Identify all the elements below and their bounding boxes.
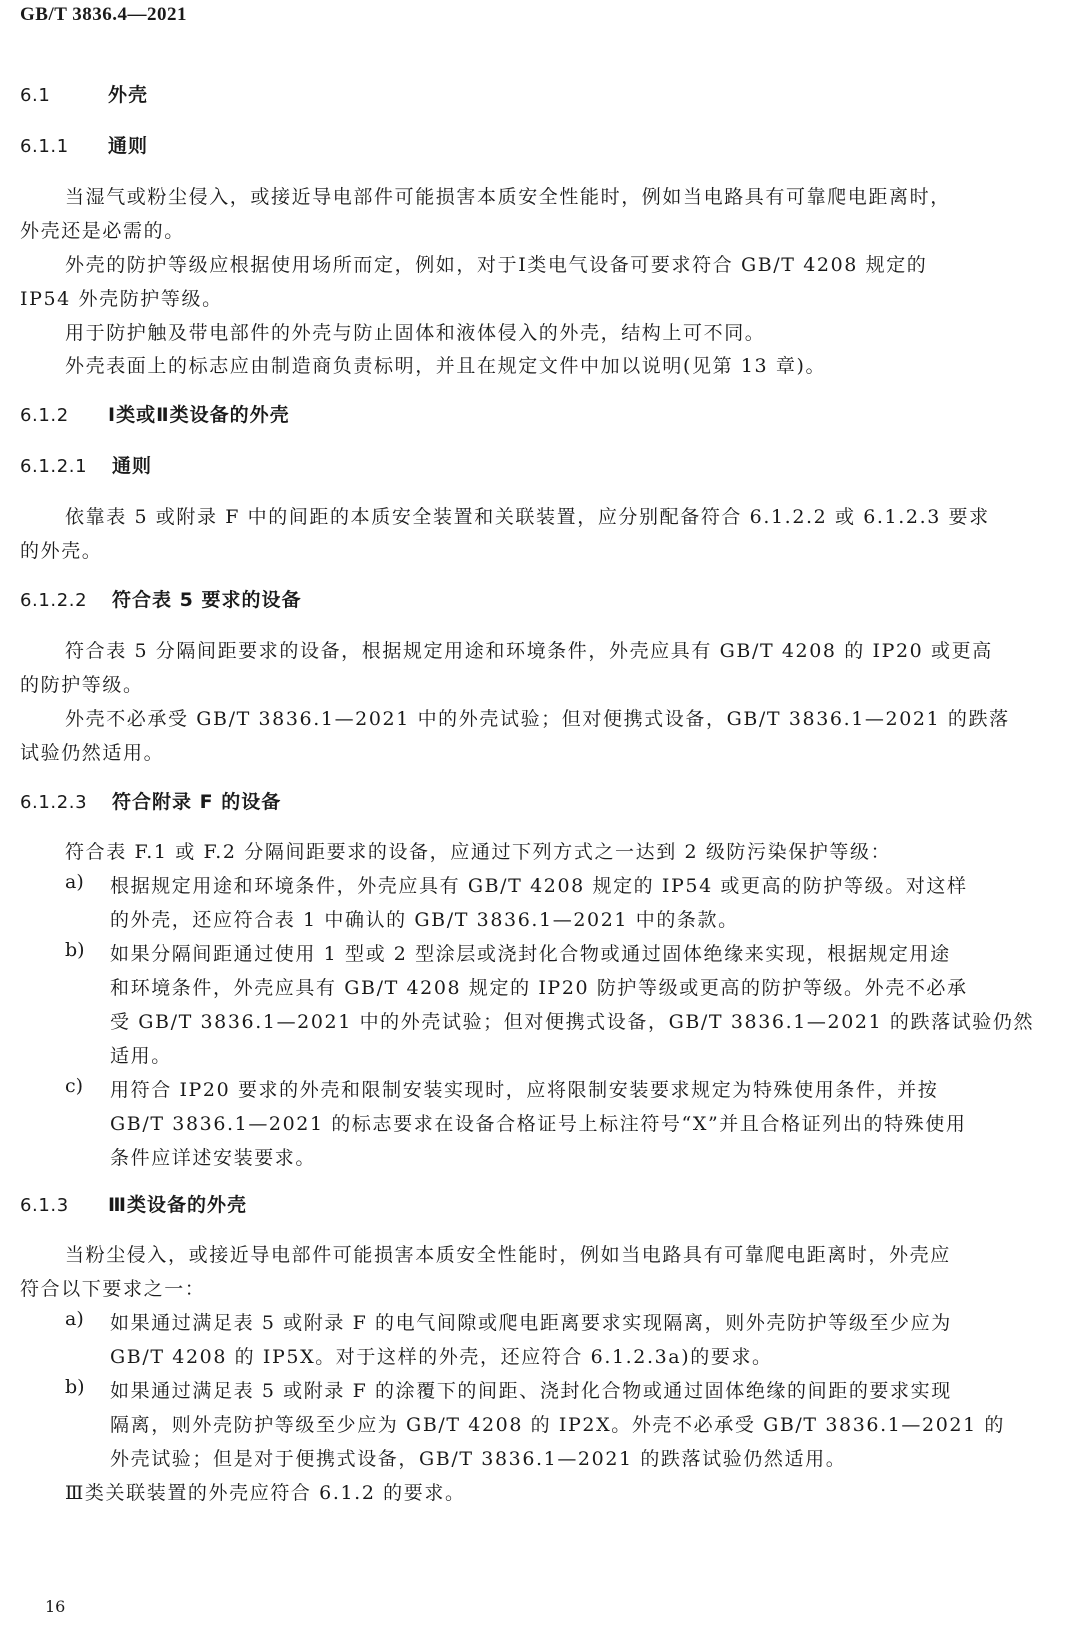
text-line: GB/T 4208 的 IP5X。对于这样的外壳，还应符合 6.1.2.3a)的要求。	[110, 1346, 773, 1368]
text-line: 外壳不必承受 GB/T 3836.1—2021 中的外壳试验；但对便携式设备，GB/T 3836.1—2021 的跌落	[65, 708, 1010, 730]
heading-6-1-2-1	[20, 451, 152, 478]
text-line: 如果通过满足表 5 或附录 F 的涂覆下的间距、浇封化合物或通过固体绝缘的间距的要求实现	[110, 1380, 952, 1402]
section-number: 6.1.2.3	[20, 792, 88, 813]
section-number: 6.1	[20, 85, 51, 106]
text-line: GB/T 3836.1—2021 的标志要求在设备合格证号上标注符号“X”并且合格证列出的特殊使用	[110, 1113, 967, 1135]
text-line: 符合以下要求之一：	[20, 1278, 206, 1300]
text-line: 隔离，则外壳防护等级至少应为 GB/T 4208 的 IP2X。外壳不必承受 GB/T 3836.1—2021 的	[110, 1414, 1005, 1436]
heading-6-1-3	[20, 1190, 247, 1217]
list-marker-c: c)	[65, 1075, 84, 1097]
text-line: 符合表 F.1 或 F.2 分隔间距要求的设备，应通过下列方式之一达到 2 级防污染保护等级：	[65, 841, 892, 863]
text-line: 适用。	[110, 1045, 172, 1067]
text-line: 受 GB/T 3836.1—2021 中的外壳试验；但对便携式设备，GB/T 3836.1—2021 的跌落试验仍然	[110, 1011, 1035, 1033]
text-line: 试验仍然适用。	[20, 742, 165, 764]
list-marker-b: b)	[65, 1376, 85, 1398]
text-line: 外壳试验；但是对于便携式设备，GB/T 3836.1—2021 的跌落试验仍然适用。	[110, 1448, 847, 1470]
section-number: 6.1.2.1	[20, 456, 88, 477]
text-line: 用符合 IP20 要求的外壳和限制安装实现时，应将限制安装要求规定为特殊使用条件，并按	[110, 1079, 939, 1101]
list-marker-b: b)	[65, 939, 85, 961]
section-title: 符合表 5 要求的设备	[112, 589, 302, 611]
section-title: 通则	[108, 135, 149, 157]
text-line: 当粉尘侵入，或接近导电部件可能损害本质安全性能时，例如当电路具有可靠爬电距离时，外壳应	[65, 1244, 951, 1266]
text-line: 的外壳，还应符合表 1 中确认的 GB/T 3836.1—2021 中的条款。	[110, 909, 739, 931]
section-title: 通则	[112, 455, 153, 477]
heading-6-1-2-3	[20, 787, 281, 814]
text-line: IP54 外壳防护等级。	[20, 288, 223, 310]
text-line: 依靠表 5 或附录 F 中的间距的本质安全装置和关联装置，应分别配备符合 6.1.2.2 或 6.1.2.3 要求	[65, 506, 990, 528]
text-line: 条件应详述安装要求。	[110, 1147, 317, 1169]
heading-6-1	[20, 80, 148, 107]
heading-6-1-2-2	[20, 585, 301, 612]
section-number: 6.1.2	[20, 405, 69, 426]
heading-6-1-2	[20, 400, 290, 427]
text-line: 根据规定用途和环境条件，外壳应具有 GB/T 4208 规定的 IP54 或更高的防护等级。对这样	[110, 875, 968, 897]
text-line: 如果分隔间距通过使用 1 型或 2 型涂层或浇封化合物或通过固体绝缘来实现，根据规定用途	[110, 943, 951, 965]
section-number: 6.1.2.2	[20, 590, 88, 611]
section-title: 符合附录 F 的设备	[112, 791, 282, 813]
section-number: 6.1.1	[20, 136, 69, 157]
standard-code: GB/T 3836.4—2021	[20, 4, 188, 25]
list-marker-a: a)	[65, 871, 84, 893]
section-title: Ⅲ类设备的外壳	[108, 1194, 247, 1216]
text-line: Ⅲ类关联装置的外壳应符合 6.1.2 的要求。	[65, 1482, 466, 1504]
page-number: 16	[45, 1597, 66, 1616]
text-line: 当湿气或粉尘侵入，或接近导电部件可能损害本质安全性能时，例如当电路具有可靠爬电距离时，	[65, 186, 951, 208]
section-title: Ⅰ类或Ⅱ类设备的外壳	[108, 404, 290, 426]
list-marker-a: a)	[65, 1308, 84, 1330]
text-line: 用于防护触及带电部件的外壳与防止固体和液体侵入的外壳，结构上可不同。	[65, 322, 766, 344]
text-line: 符合表 5 分隔间距要求的设备，根据规定用途和环境条件，外壳应具有 GB/T 4208 的 IP20 或更高	[65, 640, 993, 662]
text-line: 如果通过满足表 5 或附录 F 的电气间隙或爬电距离要求实现隔离，则外壳防护等级至少应为	[110, 1312, 952, 1334]
text-line: 外壳的防护等级应根据使用场所而定，例如，对于Ⅰ类电气设备可要求符合 GB/T 4208 规定的	[65, 254, 928, 276]
section-number: 6.1.3	[20, 1195, 69, 1216]
text-line: 的防护等级。	[20, 674, 144, 696]
heading-6-1-1	[20, 131, 148, 158]
text-line: 外壳表面上的标志应由制造商负责标明，并且在规定文件中加以说明(见第 13 章)。	[65, 355, 827, 377]
text-line: 的外壳。	[20, 540, 103, 562]
section-title: 外壳	[108, 84, 149, 106]
text-line: 和环境条件，外壳应具有 GB/T 4208 规定的 IP20 防护等级或更高的防护等级。外壳不必承	[110, 977, 968, 999]
text-line: 外壳还是必需的。	[20, 220, 185, 242]
